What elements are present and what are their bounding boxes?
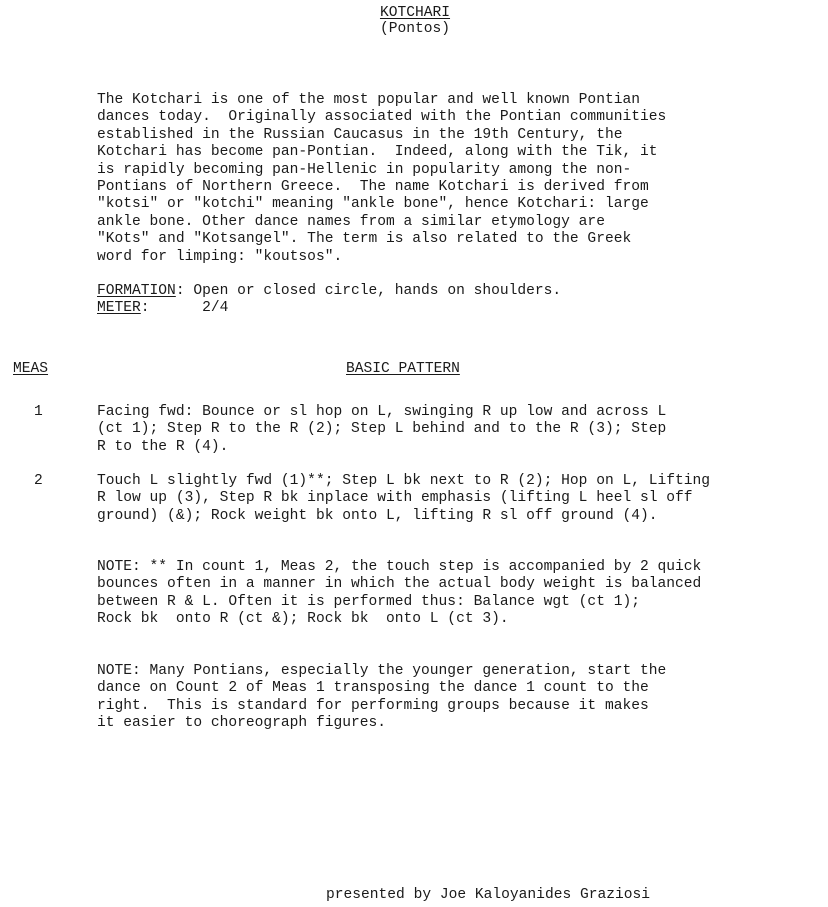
measure-line: (ct 1); Step R to the R (2); Step L behind and to the R (3); Step bbox=[97, 421, 667, 438]
intro-line: "Kots" and "Kotsangel". The term is also related to the Greek bbox=[97, 231, 632, 248]
intro-line: dances today. Originally associated with the Pontian communities bbox=[97, 109, 667, 126]
note-line: Rock bk onto R (ct &); Rock bk onto L (ct 3). bbox=[97, 611, 509, 628]
meter-value: : 2/4 bbox=[140, 300, 229, 316]
presenter-credit: presented by Joe Kaloyanides Graziosi bbox=[326, 887, 651, 903]
note-line: bounces often in a manner in which the actual body weight is balanced bbox=[97, 576, 702, 593]
note-line: dance on Count 2 of Meas 1 transposing the dance 1 count to the bbox=[97, 680, 649, 697]
intro-line: "kotsi" or "kotchi" meaning "ankle bone", hence Kotchari: large bbox=[97, 196, 649, 213]
measure-line: ground) (&); Rock weight bk onto L, lifting R sl off ground (4). bbox=[97, 507, 658, 524]
measure-number: 2 bbox=[34, 473, 43, 489]
meter-label: METER bbox=[97, 300, 141, 316]
note-line: NOTE: ** In count 1, Meas 2, the touch step is accompanied by 2 quick bbox=[97, 559, 702, 575]
measure-line: Facing fwd: Bounce or sl hop on L, swinging R up low and across L bbox=[97, 404, 667, 420]
formation-row bbox=[97, 283, 561, 300]
intro-line: The Kotchari is one of the most popular and well known Pontian bbox=[97, 92, 640, 108]
intro-line: Pontians of Northern Greece. The name Kotchari is derived from bbox=[97, 179, 649, 195]
note-line: it easier to choreograph figures. bbox=[97, 715, 387, 732]
intro-line: Kotchari has become pan-Pontian. Indeed, along with the Tik, it bbox=[97, 144, 658, 161]
intro-line: word for limping: "koutsos". bbox=[97, 248, 343, 265]
dance-title: KOTCHARI bbox=[379, 5, 451, 21]
measure-number: 1 bbox=[34, 404, 43, 420]
intro-line: ankle bone. Other dance names from a similar etymology are bbox=[97, 213, 605, 230]
measure-line: R to the R (4). bbox=[97, 438, 229, 455]
formation-label: FORMATION bbox=[97, 283, 176, 299]
note-line: between R & L. Often it is performed thus: Balance wgt (ct 1); bbox=[97, 593, 640, 610]
basic-pattern-heading: BASIC PATTERN bbox=[346, 361, 460, 377]
note-line: right. This is standard for performing groups because it makes bbox=[97, 697, 649, 714]
intro-line: established in the Russian Caucasus in the 19th Century, the bbox=[97, 126, 623, 143]
intro-line: is rapidly becoming pan-Hellenic in popularity among the non- bbox=[97, 161, 632, 178]
dance-origin: (Pontos) bbox=[379, 21, 451, 37]
note-line: NOTE: Many Pontians, especially the younger generation, start the bbox=[97, 663, 667, 679]
meas-column-header: MEAS bbox=[13, 361, 49, 377]
measure-line: R low up (3), Step R bk inplace with emphasis (lifting L heel sl off bbox=[97, 490, 693, 507]
measure-line: Touch L slightly fwd (1)**; Step L bk next to R (2); Hop on L, Lifting bbox=[97, 473, 711, 489]
meter-row bbox=[97, 300, 228, 317]
formation-value: : Open or closed circle, hands on shoulders. bbox=[175, 283, 562, 299]
